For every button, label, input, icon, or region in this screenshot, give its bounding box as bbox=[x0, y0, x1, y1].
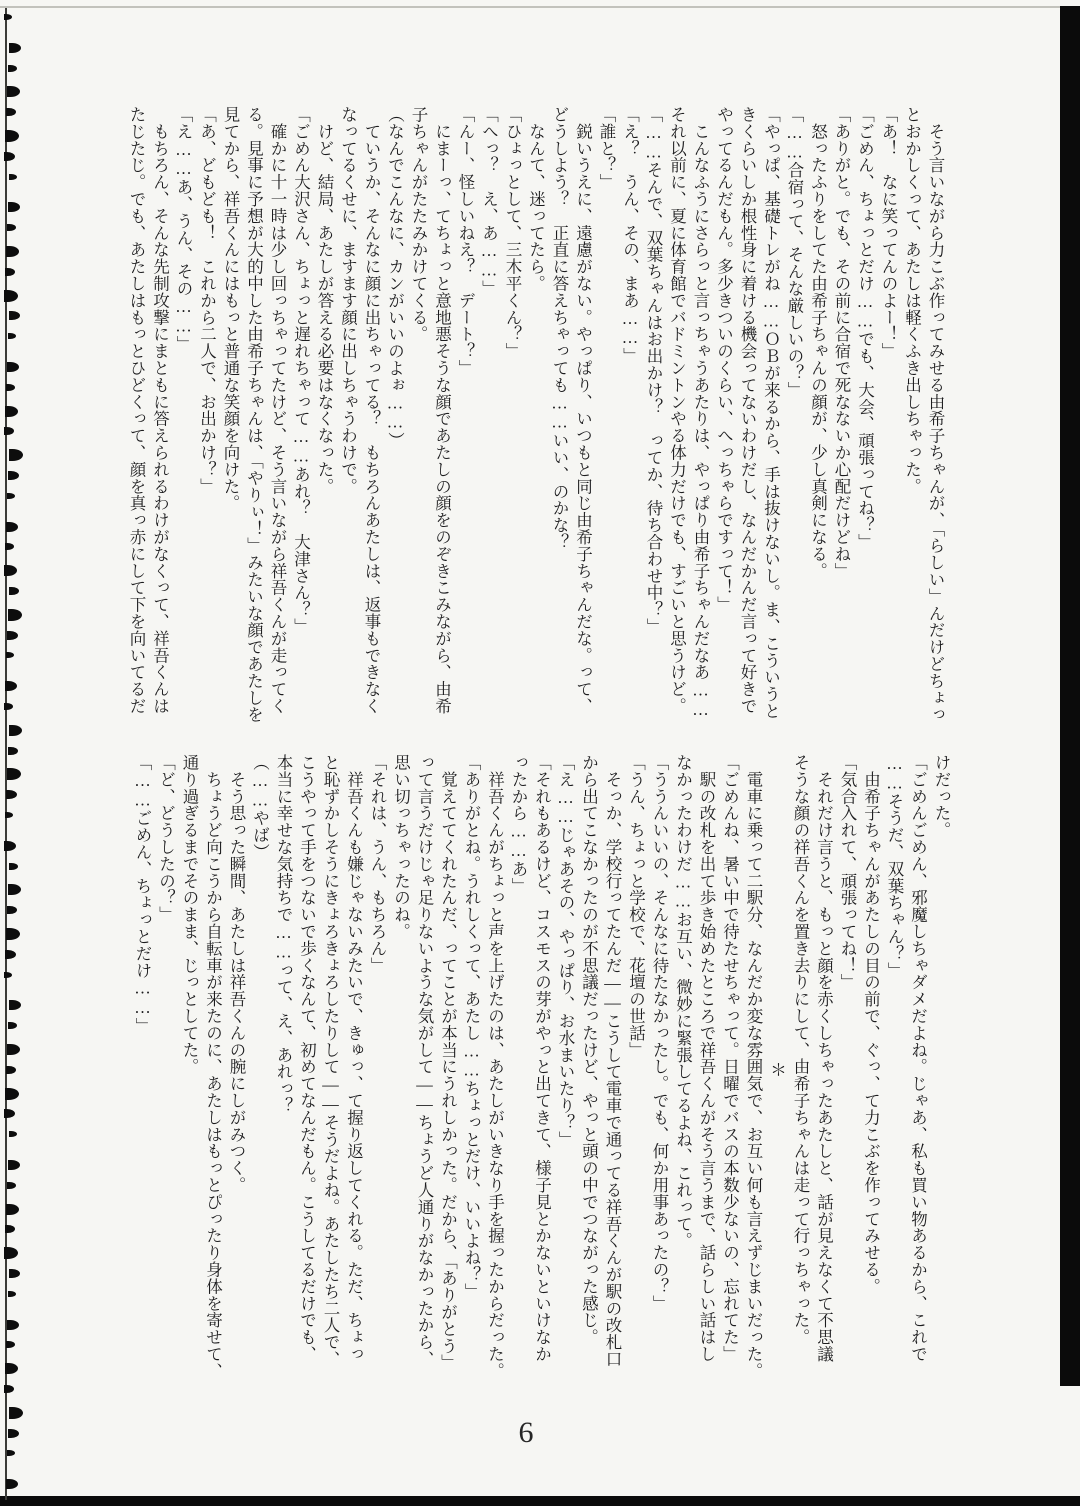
binding-mark bbox=[4, 565, 17, 576]
binding-mark bbox=[9, 587, 19, 595]
binding-mark bbox=[9, 311, 20, 320]
text-column: 「それは、うん、もちろん」 bbox=[368, 754, 387, 974]
text-column: 「へっ？ え、あ……」 bbox=[479, 106, 499, 297]
binding-mark bbox=[9, 1269, 20, 1278]
binding-mark bbox=[5, 268, 15, 276]
text-column: 「ひょっとして、三木平くん？」 bbox=[503, 106, 522, 360]
section-separator: ＊ bbox=[767, 1060, 787, 1078]
text-column: 覚えててくれたんだ、ってことが本当にうれしかった。だから、「ありがとう」 bbox=[438, 754, 458, 1372]
text-column: 「ありがとね。うれしくって、あたし……ちょっとだけ、いいよね？」 bbox=[462, 754, 481, 1300]
text-column: 「え……じゃあその、やっぱり、お水まいたり？」 bbox=[556, 754, 575, 1148]
text-column: 「気合入れて、頑張ってね！」 bbox=[838, 754, 857, 991]
text-column: （……やば） bbox=[250, 754, 270, 861]
binding-mark bbox=[7, 493, 15, 499]
binding-mark bbox=[5, 1225, 15, 1233]
binding-mark bbox=[4, 152, 15, 161]
binding-mark bbox=[9, 1000, 21, 1010]
text-column: それ以前に、夏に体育館でバドミントンやる体力だけでも、すごいと思うけど。 bbox=[667, 106, 687, 715]
text-column: （なんでこんなに、カンがいいのよぉ……） bbox=[385, 106, 405, 449]
binding-mark bbox=[4, 841, 16, 851]
binding-mark bbox=[8, 884, 21, 895]
binding-mark bbox=[4, 703, 13, 710]
binding-mark bbox=[7, 1044, 20, 1055]
binding-mark bbox=[6, 384, 15, 391]
text-column: ったから……あ」 bbox=[509, 754, 528, 895]
text-column: 駅の改札を出て歩き始めたところで祥吾くんがそう言うまで、話らしい話はし bbox=[697, 754, 716, 1363]
text-column: こうやって手をつないで歩くなんて、初めてなんだもん。こうしてるだけでも、 bbox=[297, 754, 317, 1363]
binding-mark bbox=[6, 790, 17, 799]
binding-mark bbox=[7, 224, 16, 231]
text-column: ちょうど向こうから自転車が来たのに、あたしはもっとぴったり身体を寄せて、 bbox=[203, 754, 223, 1380]
binding-mark bbox=[8, 1022, 17, 1029]
text-column: 通り過ぎるまでそのまま、じっとしてた。 bbox=[180, 754, 199, 1076]
binding-mark bbox=[6, 1204, 19, 1215]
binding-mark bbox=[5, 406, 18, 417]
binding-mark bbox=[5, 812, 13, 818]
text-column: それだけ言うと、もっと顔を赤くしちゃったあたしと、話が見えなくて不思議 bbox=[814, 754, 834, 1363]
scan-top-edge-line bbox=[0, 6, 1062, 8]
text-column: 「ごめんね、暑い中で待たせちゃって。日曜でバスの本数少ないの、忘れてた」 bbox=[720, 754, 740, 1363]
text-column: 思い切っちゃったのね。 bbox=[391, 754, 411, 940]
text-column: 「え？ うん、その、まあ……」 bbox=[620, 106, 640, 365]
text-column: 「ありがと。でも、その前に合宿で死なないか心配だけどね」 bbox=[832, 106, 851, 580]
text-column: ていうか、そんなに顔に出ちゃってる？ もちろんあたしは、返事もできなく bbox=[362, 106, 381, 715]
text-column: 本当に幸せな気持ちで……って、え、あれっ？ bbox=[274, 754, 293, 1114]
text-column: にまーっ、てちょっと意地悪そうな顔であたしの顔をのぞきこみながら、由希 bbox=[432, 106, 452, 715]
binding-mark bbox=[5, 681, 17, 691]
binding-mark bbox=[8, 471, 19, 480]
binding-mark bbox=[6, 1479, 18, 1489]
text-column: ……そうだ、双葉ちゃん？」 bbox=[885, 754, 904, 979]
binding-mark bbox=[8, 609, 22, 621]
text-column: なってるくせに、ますます顔に出しちゃうわけで。 bbox=[338, 106, 358, 495]
binding-mark bbox=[5, 1088, 19, 1100]
text-column: 祥吾くんも嫌じゃないみたいで、きゅっ、て握り返してくれる。ただ、ちょっ bbox=[344, 754, 364, 1363]
text-column: 「ごめんごめん、邪魔しちゃダメだよね。じゃあ、私も買い物あるから、これで bbox=[908, 754, 928, 1363]
text-column: もちろん、そんな先制攻撃にまともに答えられるわけがなくって、祥吾くんは bbox=[150, 106, 170, 715]
binding-edge bbox=[0, 0, 30, 1506]
binding-mark bbox=[5, 130, 19, 142]
text-column: 「誰と？」 bbox=[597, 106, 616, 191]
text-column: そう言いながら力こぶ作ってみせる由希子ちゃんが、「らしい」んだけどちょっ bbox=[926, 106, 945, 724]
binding-mark bbox=[4, 1385, 14, 1393]
text-column: 電車に乗って二駅分、なんだか変な雰囲気で、お互い何も言えずじまいだった。 bbox=[744, 754, 763, 1380]
binding-mark bbox=[8, 1291, 16, 1297]
binding-mark bbox=[7, 906, 17, 914]
binding-mark bbox=[6, 928, 20, 940]
binding-mark bbox=[7, 768, 21, 780]
scan-bottom-black-edge bbox=[0, 1496, 1080, 1506]
binding-mark bbox=[6, 522, 18, 532]
text-column: 「んー、怪しいねえ？ デート？」 bbox=[456, 106, 475, 377]
binding-mark bbox=[4, 1247, 18, 1259]
binding-mark bbox=[8, 1160, 20, 1170]
binding-mark bbox=[4, 290, 18, 302]
binding-mark bbox=[7, 1320, 19, 1330]
binding-mark bbox=[5, 950, 16, 959]
binding-mark bbox=[6, 108, 16, 116]
binding-mark bbox=[9, 43, 21, 53]
text-column: 鋭いうえに、遠慮がない。やっぱり、いつもと同じ由希子ちゃんだな。って、 bbox=[573, 106, 593, 715]
text-column: そっか、学校行ってたんだ――こうして電車で通ってる祥吾くんが駅の改札口 bbox=[603, 754, 622, 1368]
binding-mark bbox=[9, 1131, 17, 1137]
upper-text-block bbox=[125, 106, 948, 736]
binding-mark bbox=[4, 427, 14, 435]
binding-mark bbox=[6, 652, 14, 658]
binding-mark bbox=[4, 14, 12, 20]
page-number: 6 bbox=[518, 1416, 534, 1449]
binding-mark bbox=[7, 362, 19, 372]
scan-right-black-edge bbox=[1060, 6, 1080, 1386]
text-column: なんて、迷ってたら。 bbox=[526, 106, 546, 292]
binding-mark bbox=[5, 543, 14, 550]
text-column: けど、結局、あたしが答える必要はなくなった。 bbox=[315, 106, 334, 495]
text-column: 見てから、祥吾くんにはもっと普通な笑顔を向けた。 bbox=[221, 106, 240, 512]
text-column: なかったわけだ……お互い、微妙に緊張してるよね、これって。 bbox=[673, 754, 693, 1250]
text-column: 「ど、どうしたの？」 bbox=[156, 754, 176, 923]
binding-mark bbox=[6, 1066, 16, 1074]
text-column: 「あ、どもども！ これから二人で、お出かけ？」 bbox=[197, 106, 217, 495]
binding-mark bbox=[7, 86, 20, 97]
text-column: 「ごめん、ちょっとだけ……でも、大会、頑張ってね？」 bbox=[855, 106, 875, 551]
binding-mark bbox=[8, 747, 18, 755]
text-column: どうしよう？ 正直に答えちゃっても……いい、のかな？ bbox=[550, 106, 569, 551]
text-column: 「やっぱ、基礎トレがね……ＯＢが来るから、手は抜けないし。ま、こういうと bbox=[761, 106, 781, 720]
binding-mark bbox=[8, 1429, 19, 1438]
text-column: こんなふうにさらっと言っちゃうあたりは、やっぱり由希子ちゃんだなあ…… bbox=[691, 106, 710, 720]
binding-line bbox=[5, 8, 7, 1500]
text-column: 「……そんで、双葉ちゃんはお出かけ？ ってか、待ち合わせ中？」 bbox=[644, 106, 663, 635]
binding-mark bbox=[8, 202, 20, 212]
binding-mark bbox=[8, 333, 16, 339]
text-column: 由希子ちゃんがあたしの目の前で、ぐっ、て力こぶを作ってみせる。 bbox=[861, 754, 881, 1295]
binding-mark bbox=[6, 246, 19, 257]
lower-text-block bbox=[131, 754, 954, 1384]
text-column: 「あ！ なに笑ってんのよー！」 bbox=[879, 106, 898, 360]
binding-mark bbox=[9, 725, 22, 736]
text-column: 確かに十一時は少し回っちゃってたけど、そう言いながら祥吾くんが走ってく bbox=[268, 106, 287, 715]
binding-mark bbox=[9, 174, 17, 180]
text-column: やってるんだもん。多少きついのくらい、へっちゃらですって！」 bbox=[714, 106, 734, 613]
text-column: 怒ったふりをしてた由希子ちゃんの顔が、少し真剣になる。 bbox=[808, 106, 828, 580]
text-column: けだった。 bbox=[932, 754, 951, 839]
text-column: 「え……あ、うん、その……」 bbox=[174, 106, 193, 353]
text-column: る。見事に予想が大的中した由希子ちゃんは、「やりぃ！」みたいな顔であたしを bbox=[244, 106, 264, 724]
text-column: 「それもあるけど、コスモスの芽がやっと出てきて、様子見とかないといけなか bbox=[532, 754, 552, 1363]
text-column: とおかしくって、あたしは軽くふき出しちゃった。 bbox=[902, 106, 922, 495]
binding-mark bbox=[9, 863, 18, 870]
binding-mark bbox=[6, 1341, 15, 1348]
binding-mark bbox=[7, 1182, 16, 1189]
text-column: 「ううんいいの、そんなに待たなかったし。でも、何か用事あったの？」 bbox=[650, 754, 669, 1312]
text-column: 「ごめん大沢さん、ちょっと遅れちゃって……あれ？ 大津さん？」 bbox=[291, 106, 311, 635]
text-column: 祥吾くんがちょっと声を上げたのは、あたしがいきなり手を握ったからだった。 bbox=[485, 754, 505, 1380]
text-column: って言うだけじゃ足りないような気がして――ちょうど人通りがなかったから、 bbox=[415, 754, 434, 1368]
binding-mark bbox=[7, 1450, 15, 1456]
binding-mark bbox=[9, 1407, 23, 1419]
binding-mark bbox=[7, 631, 18, 640]
text-column: 「……ごめん、ちょっとだけ……」 bbox=[133, 754, 152, 1035]
text-column: 「……合宿って、そんな厳しいの？」 bbox=[785, 106, 804, 399]
text-column: そう思った瞬間、あたしは祥吾くんの腕にしがみつく。 bbox=[227, 754, 246, 1194]
text-column: 子ちゃんがたたみかけてくる。 bbox=[409, 106, 428, 343]
text-column: 「うん、ちょっと学校で、花壇の世話」 bbox=[626, 754, 646, 1059]
text-column: きくらいしか根性身に着ける機会ってないわけだし、なんだかんだ言って好きで bbox=[738, 106, 757, 715]
binding-mark bbox=[9, 449, 23, 461]
text-column: たじたじ。でも、あたしはもっとひどくって、顔を真っ赤にして下を向いてるだ bbox=[127, 106, 146, 715]
binding-mark bbox=[5, 1363, 18, 1374]
binding-mark bbox=[4, 1109, 15, 1118]
binding-mark bbox=[8, 65, 17, 72]
text-column: から出てこなかったのが不思議だったけど、やっと頭の中でつながった感じ。 bbox=[579, 754, 599, 1346]
text-column: そうな顔の祥吾くんを置き去りにして、由希子ちゃんは走って行っちゃった。 bbox=[791, 754, 810, 1346]
binding-mark bbox=[4, 972, 12, 978]
text-column: と恥ずかしそうにきょろきょろしたりして――そうだよね。あたしたち二人で、 bbox=[321, 754, 340, 1368]
